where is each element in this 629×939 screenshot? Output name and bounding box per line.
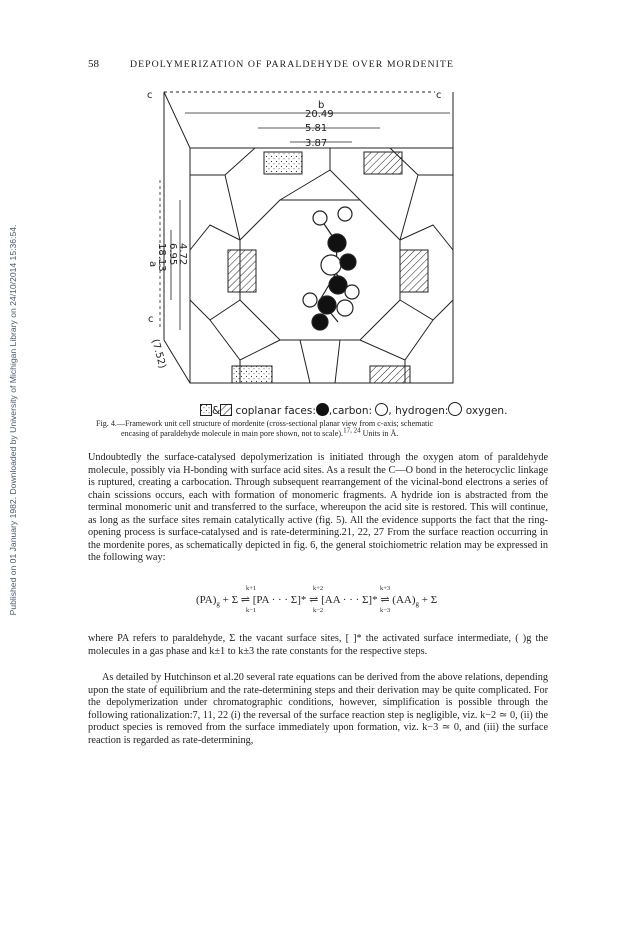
legend-faces: coplanar faces: xyxy=(235,405,316,417)
paraldehyde-molecule xyxy=(303,207,359,330)
legend-oxygen: oxygen. xyxy=(465,405,508,417)
axis-label-b: b xyxy=(318,100,325,111)
dimension-6-95: 6.95 xyxy=(167,243,178,266)
dimension-20-49: 20.49 xyxy=(305,109,334,120)
coplanar-face xyxy=(228,250,256,292)
eq-gas: g xyxy=(216,600,220,609)
dimension-3-87: 3.87 xyxy=(305,138,328,149)
eq-gas: g xyxy=(415,600,420,609)
caption-text-2: encasing of paraldehyde molecule in main pore shown, not to scale). xyxy=(121,429,344,438)
mordenite-figure xyxy=(0,0,629,400)
dimension-4-72: 4.72 xyxy=(177,243,188,266)
eq-lhs: (PA) xyxy=(196,594,217,606)
legend-hydrogen: , hydrogen: xyxy=(388,405,449,417)
carbon-icon xyxy=(316,403,329,416)
carbon-atom xyxy=(340,254,356,270)
eq-end: + Σ xyxy=(419,594,438,606)
figure-legend: & coplanar faces: ,carbon: , hydrogen: oxygen. xyxy=(200,402,507,417)
carbon-atom xyxy=(312,314,328,330)
caption-text: —Framework unit cell structure of mordenite (cross-sectional planar view from c-axis; schematic xyxy=(116,419,434,428)
rate-k2r: k−2 xyxy=(313,607,324,614)
legend-carbon: ,carbon: xyxy=(328,405,373,417)
oxygen-atom xyxy=(321,255,341,275)
carbon-atom xyxy=(329,276,347,294)
axis-label-a: a xyxy=(147,261,158,268)
figure-caption xyxy=(96,419,516,439)
coplanar-face xyxy=(232,366,272,383)
eq-middle: + Σ ⇌ [PA · · · Σ]* ⇌ [AA · · · Σ]* ⇌ (AA) xyxy=(219,594,416,606)
oxygen-icon xyxy=(448,402,462,416)
carbon-atom xyxy=(318,296,336,314)
carbon-atom xyxy=(328,234,346,252)
axis-label-c: c xyxy=(436,90,442,101)
paragraph-1: Undoubtedly the surface-catalysed depolymerization is initiated through the oxygen atom of paraldehyde molecule, possibly via H-bonding with surface acid sites. As a result the C—O bond in the heterocyclic linkage is ruptured, creating a carbocation. Through subsequent rearrangement of the vicinal-bond electrons a series of chain scissions occurs, each with formation of monomeric fragments. A hydride ion is abstracted from the terminal monomeric unit and transferred to the surface, whereupon the acid site is restored. This will continue, as long as the surface sites remain catalytically active (fig. 5). All the evidence supports the fact that the ring-opening process is surface-catalysed and is rate-determining.21, 22, 27 From the surface reaction occurring in the mordenite pores, as schematically depicted in fig. 6, the general stoichiometric relation may be expressed in the following way: xyxy=(88,452,548,564)
paragraph-2: where PA refers to paraldehyde, Σ the vacant surface sites, [ ]* the activated surface intermediate, ( )g the molecules in a gas phase and k±1 to k±3 the rate constants for the respective steps. xyxy=(88,633,548,657)
hydrogen-atom xyxy=(337,300,353,316)
hydrogen-atom xyxy=(345,285,359,299)
rate-k1: k+1 xyxy=(246,585,257,592)
axis-label-c: c xyxy=(148,314,154,325)
hydrogen-atom xyxy=(303,293,317,307)
hydrogen-icon xyxy=(375,403,388,416)
dimension-5-81: 5.81 xyxy=(305,123,328,134)
coplanar-face xyxy=(364,152,402,174)
coplanar-face xyxy=(370,366,410,383)
hydrogen-atom xyxy=(313,211,327,225)
dimension-7-52: (7.52) xyxy=(149,337,168,370)
caption-refs: 17, 24 xyxy=(343,426,361,435)
hydrogen-atom xyxy=(338,207,352,221)
coplanar-face xyxy=(264,152,302,174)
rate-k3r: k−3 xyxy=(380,607,391,614)
dotted-face-icon xyxy=(200,404,212,416)
stoichiometric-equation xyxy=(196,585,438,614)
rate-k1r: k−1 xyxy=(246,607,257,614)
caption-tail: Units in Å. xyxy=(360,429,399,438)
coplanar-face xyxy=(400,250,428,292)
axis-label-c: c xyxy=(147,90,153,101)
watermark-text: Published on 01 January 1982. Downloaded by University of Michigan Library on 24/10/2014 15:36:54. xyxy=(8,224,18,616)
page-number: 58 xyxy=(88,58,99,70)
unit-cell-frame xyxy=(164,92,453,383)
caption-label: Fig. 4. xyxy=(96,419,117,428)
running-title: DEPOLYMERIZATION OF PARALDEHYDE OVER MORDENITE xyxy=(130,59,454,70)
paragraph-3: As detailed by Hutchinson et al.20 several rate equations can be derived from the above relations, depending upon the state of equilibrium and the rate-determining steps and their derivation may be quite complicated. For the depolymerization under chromatographic conditions, however, simplification is possible through the following rationalization:7, 11, 22 (i) the reversal of the surface reaction step is negligible, viz. k−2 ≃ 0, (ii) the product species is removed from the surface immediately upon formation, viz. k−3 ≃ 0, and (iii) the surface reaction is regarded as rate-determining, xyxy=(88,672,548,746)
dimension-18-13: 18.13 xyxy=(156,243,167,272)
rate-k3: k+3 xyxy=(380,585,391,592)
rate-k2: k+2 xyxy=(313,585,324,592)
hatched-face-icon xyxy=(220,404,232,416)
